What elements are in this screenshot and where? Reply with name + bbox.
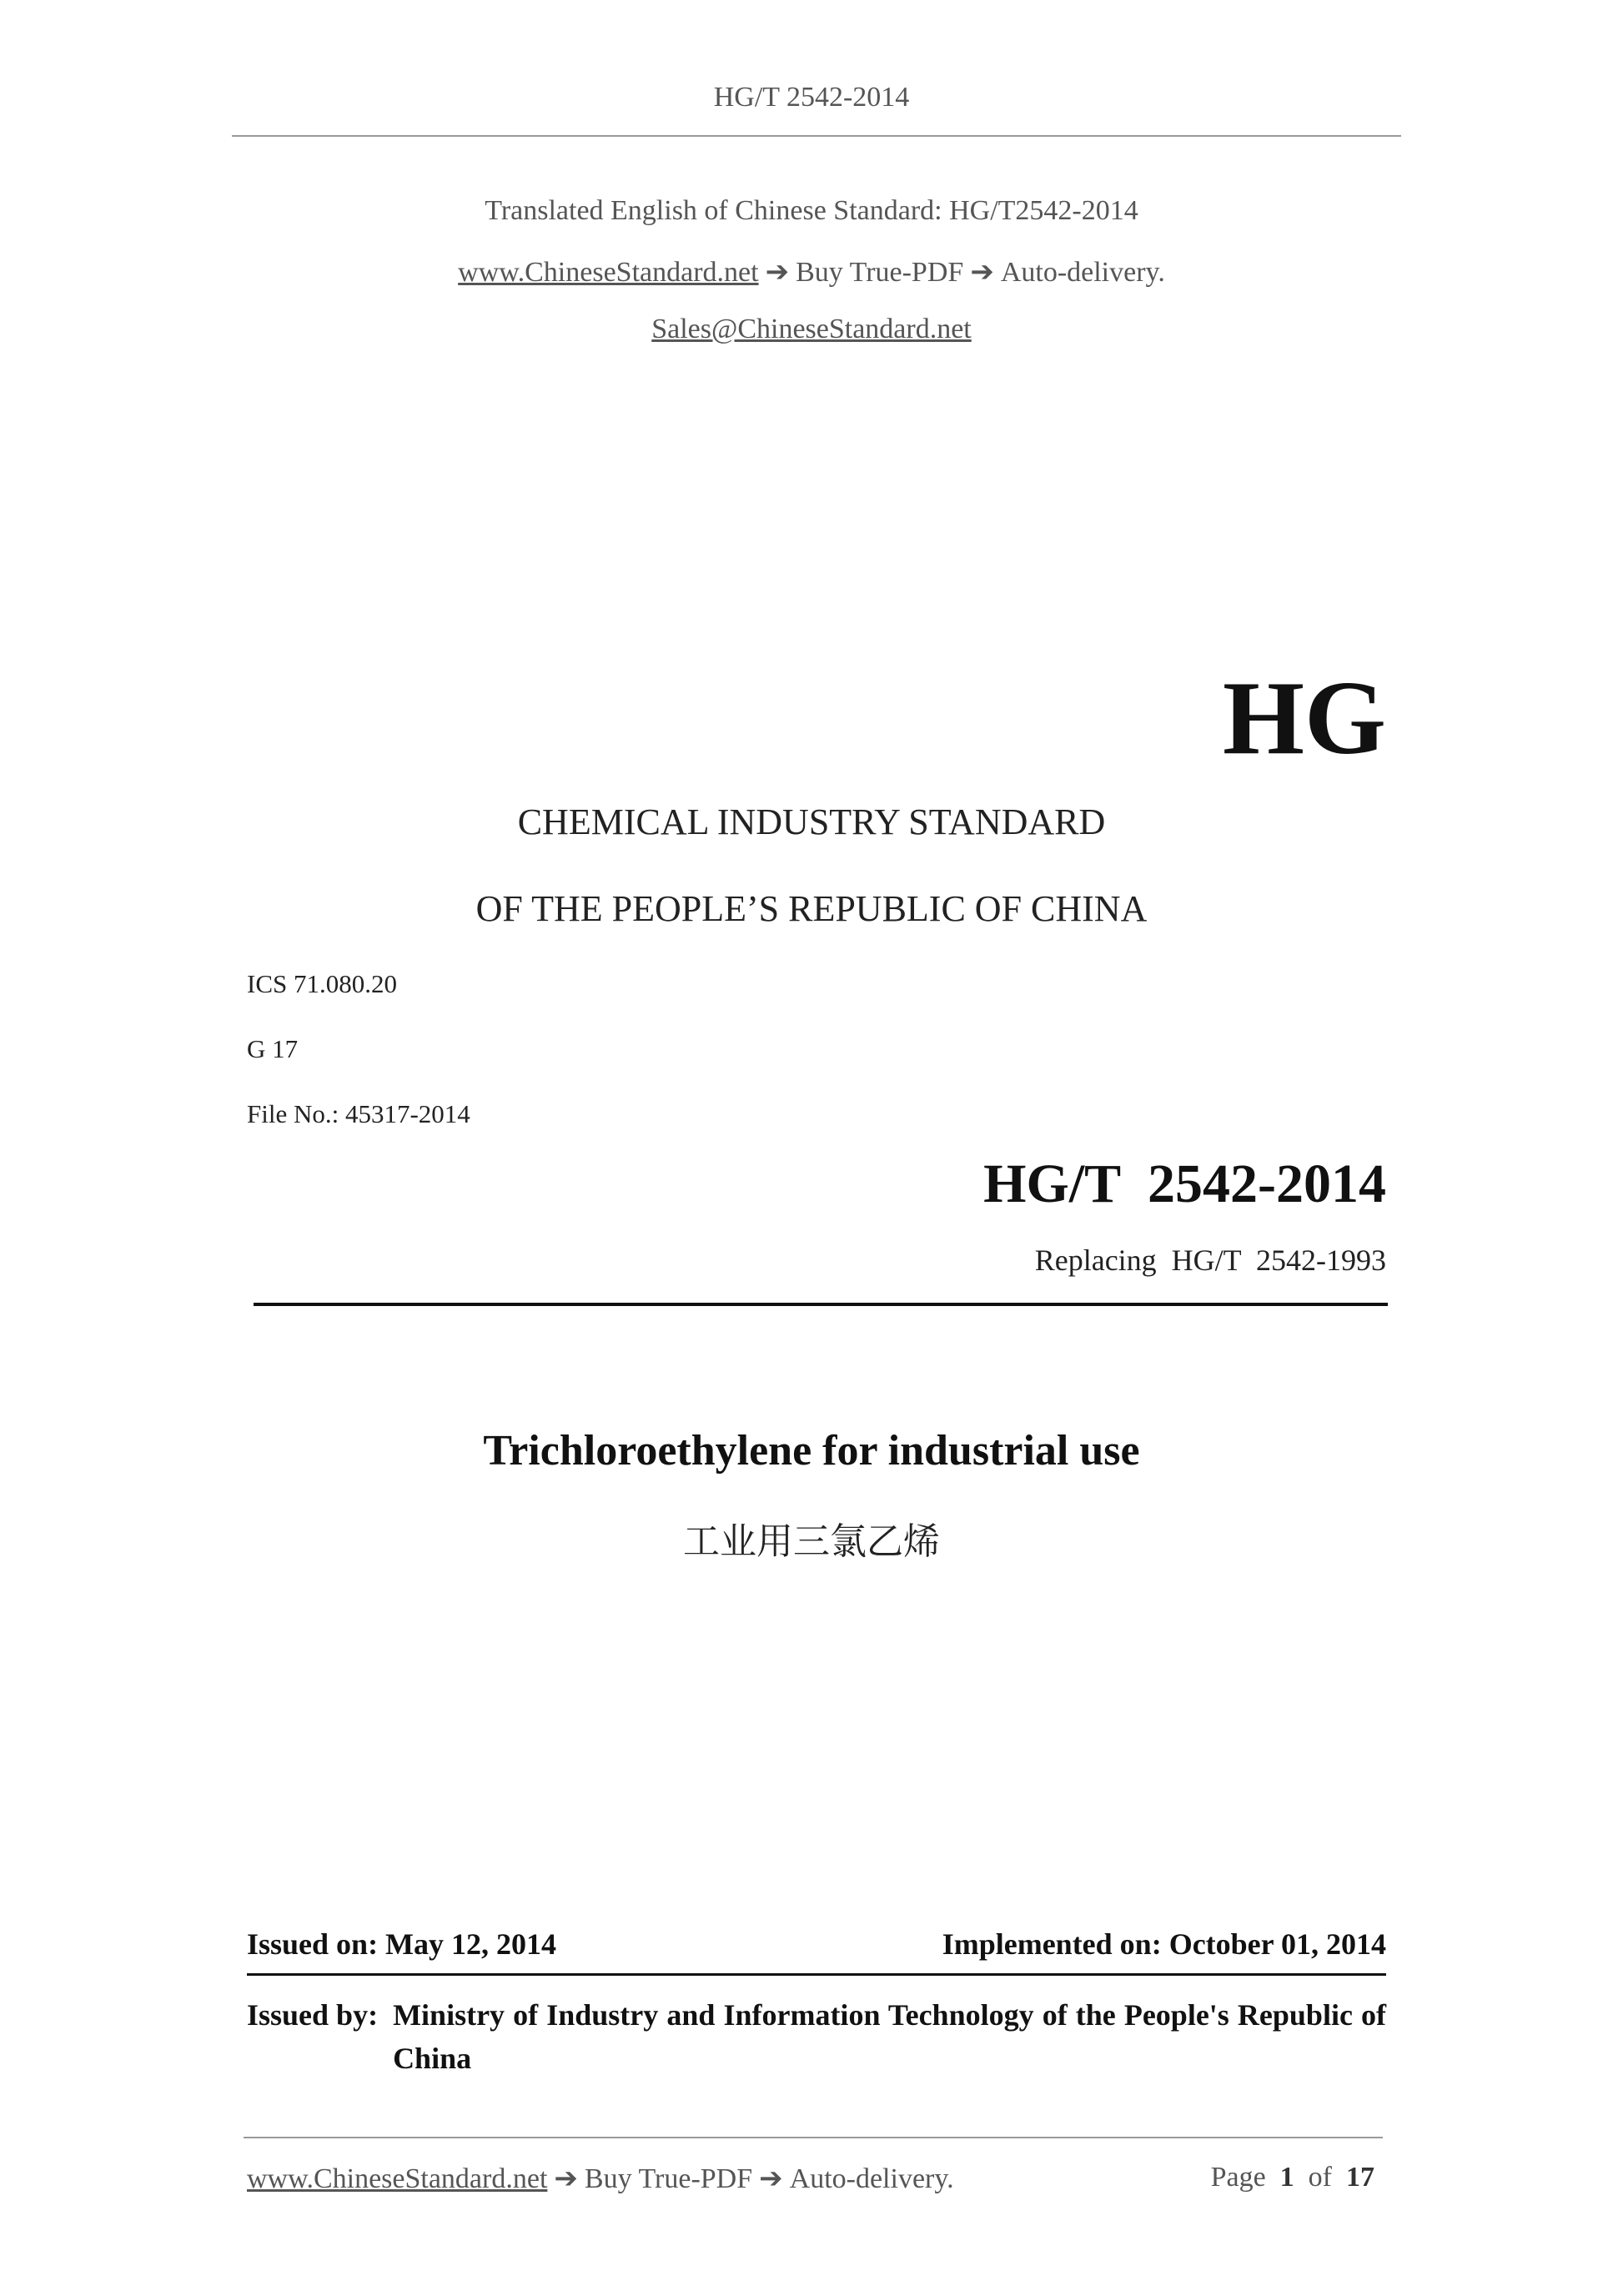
page-label: Page xyxy=(1210,2162,1266,2193)
standard-type-line2: OF THE PEOPLE’S REPUBLIC OF CHINA xyxy=(475,888,1148,929)
ics-code: ICS 71.080.20 xyxy=(247,969,397,998)
page-indicator xyxy=(1211,2162,1374,2193)
issuer-label: Issued by: xyxy=(247,1998,379,2032)
site-link[interactable]: www.ChineseStandard.net xyxy=(458,257,759,288)
sales-email-link[interactable]: Sales@ChineseStandard.net xyxy=(651,314,972,344)
classification-code: G 17 xyxy=(247,1034,299,1063)
file-number: File No.: 45317-2014 xyxy=(247,1099,470,1128)
footer-purchase-line xyxy=(247,2162,954,2195)
issued-on-date: Issued on: May 12, 2014 xyxy=(247,1927,557,1961)
issuer-block xyxy=(247,1993,1386,2080)
title-divider xyxy=(254,1303,1388,1306)
page-total: 17 xyxy=(1346,2162,1374,2193)
email-line xyxy=(0,314,1623,345)
implemented-on-date: Implemented on: October 01, 2014 xyxy=(942,1927,1386,1961)
arrow-right-icon: ➔ xyxy=(765,257,790,288)
replacing-standard: Replacing HG/T 2542-1993 xyxy=(1034,1243,1386,1277)
issuer-organization: Ministry of Industry and Information Technology of the People's Republic of China xyxy=(393,1998,1386,2075)
dates-divider xyxy=(247,1973,1386,1976)
arrow-right-icon: ➔ xyxy=(970,257,994,288)
standard-number: HG/T 2542-2014 xyxy=(983,1153,1386,1214)
page-current: 1 xyxy=(1279,2162,1294,2193)
translation-notice: Translated English of Chinese Standard: HG/T2542-2014 xyxy=(485,195,1138,226)
arrow-right-icon: ➔ xyxy=(759,2163,783,2194)
standard-type-line1: CHEMICAL INDUSTRY STANDARD xyxy=(517,801,1106,842)
running-header-title: HG/T 2542-2014 xyxy=(713,82,910,113)
delivery-text: Auto-delivery. xyxy=(1000,257,1165,288)
header-divider xyxy=(232,135,1401,137)
footer-divider xyxy=(244,2137,1383,2138)
footer-delivery-text: Auto-delivery. xyxy=(789,2163,954,2194)
purchase-line xyxy=(0,255,1623,289)
standard-logo: HG xyxy=(1222,661,1386,776)
footer-buy-text: Buy True-PDF xyxy=(584,2163,753,2194)
buy-text: Buy True-PDF xyxy=(796,257,964,288)
document-title-chinese: 工业用三氯乙烯 xyxy=(683,1520,940,1563)
arrow-right-icon: ➔ xyxy=(554,2163,578,2194)
document-title: Trichloroethylene for industrial use xyxy=(483,1427,1140,1475)
page-of-label: of xyxy=(1308,2162,1332,2193)
footer-site-link[interactable]: www.ChineseStandard.net xyxy=(247,2163,548,2194)
